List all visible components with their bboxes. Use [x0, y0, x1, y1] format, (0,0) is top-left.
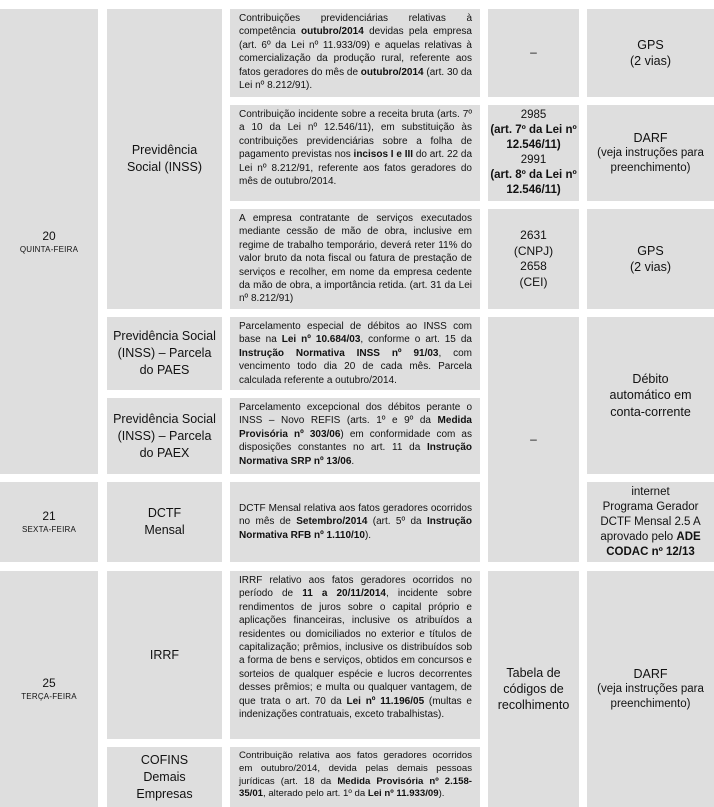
- document-text: automático em: [609, 388, 692, 403]
- document-text: GPS: [637, 244, 664, 258]
- description-text: A empresa contratante de serviços executados mediante cessão de mão de obra, inclusive em regime de trabalho temporário, deverá reter 11% do valor bruto da nota fiscal ou fatura de prestação de serviços e recolher, em nome da empresa cedente da mão de obra, a importância retida. (art. 31 da Lei nº 8.212/91): [239, 213, 472, 305]
- code-text: (CNPJ): [513, 243, 554, 258]
- description-cell-7: [230, 571, 480, 739]
- description-text: IRRF relativo aos fatos geradores ocorridos no período de 11 a 20/11/2014, incidente sobre rendimentos de juros sobre o capital próprio e aplicações financeiras, inclusive os atribuídos a residentes ou domiciliados no exterior e títulos de capitalização; prêmios, inclusive os distribuídos sob a forma de bens e serviços, obtidos em concursos e sorteios de qualquer espécie e lucros decorrentes desses prêmios; e multa ou qualquer vantagem, de que trata o art. 70 da Lei nº 11.196/05 (multas e indenizações contratuais, exceto trabalhistas).: [239, 575, 472, 721]
- code-text: –: [530, 45, 537, 60]
- code-text: Tabela de: [506, 666, 561, 680]
- description-cell-4: [230, 317, 480, 390]
- document-cell-6: [587, 482, 714, 562]
- document-cell-1: [587, 9, 714, 97]
- description-text: Parcelamento excepcional dos débitos perante o INSS – Novo REFIS (arts. 1º e 9º da Medida Provisória nº 303/06) em conformidade com as disposições constantes no art. 11 da Instrução Normativa SRP nº 13/06.: [239, 402, 472, 467]
- document-cell-4-5: [587, 317, 714, 474]
- document-text: Débito: [632, 371, 669, 386]
- tax-cell-dctf: [107, 482, 222, 562]
- code-text: 2658: [520, 259, 547, 273]
- code-cell-7-8: [488, 571, 579, 807]
- tax-cell-paex: [107, 398, 222, 474]
- description-cell-6: [230, 482, 480, 562]
- description-text: Contribuição relativa aos fatos geradores ocorridos em outubro/2014, devida pelas demais pessoas jurídicas (art. 18 da Medida Provisória nº 2.158-35/01, alterado pelo art. 1º da Lei nº 11.933/09).: [239, 750, 472, 800]
- description-text: Contribuições previdenciárias relativas à competência outubro/2014 devidas pela empresa (art. 6º da Lei nº 11.933/09) e aquelas relativas à comercialização da produção rural, referente aos fatos geradores do mês de outubro/2014 (art. 30 da Lei nº 8.212/91).: [239, 13, 472, 92]
- tax-label: Previdência Social (INSS): [126, 143, 203, 174]
- code-text: (CEI): [519, 274, 548, 289]
- code-cell-2: [488, 105, 579, 201]
- code-text: 2631: [520, 228, 547, 242]
- day-cell-25: [0, 571, 98, 807]
- document-text: (veja instruções para preenchimento): [597, 147, 704, 174]
- document-text: Programa Gerador DCTF Mensal 2.5 A aprovado pelo ADE CODAC nº 12/13: [600, 500, 701, 558]
- document-text: DARF: [633, 131, 668, 145]
- tax-label: DCTF Mensal: [144, 506, 185, 537]
- document-text: (veja instruções para: [597, 683, 704, 695]
- day-number: 21: [42, 509, 56, 523]
- tax-cell-inss: [107, 9, 222, 309]
- document-text: (2 vias): [630, 54, 671, 68]
- day-cell-20: [0, 9, 98, 474]
- description-text: Contribuição incidente sobre a receita bruta (arts. 7º a 10 da Lei nº 12.546/11), em substituição às contribuições previdenciárias sobre a folha de pagamento previstas nos incisos I e III do art. 22 da Lei nº 8.212/91, referente aos fatos geradores do mês de outubro/2014.: [239, 109, 473, 188]
- document-cell-7-8: [587, 571, 714, 807]
- tax-label: Previdência Social (INSS) – Parcela do PAEX: [113, 411, 216, 460]
- description-text: Parcelamento especial de débitos ao INSS com base na Lei nº 10.684/03, conforme o art. 15 da Instrução Normativa INSS nº 91/03, com vencimento todo dia 20 de cada mês. Parcela calculada referente a outubro/2014.: [239, 321, 472, 386]
- description-cell-8: [230, 747, 480, 807]
- tax-label: COFINS Demais Empresas: [136, 752, 193, 801]
- description-cell-5: [230, 398, 480, 474]
- document-cell-2: [587, 105, 714, 201]
- tax-cell-paes: [107, 317, 222, 390]
- code-text: códigos de: [503, 682, 564, 696]
- day-number: 20: [42, 228, 56, 243]
- code-text: recolhimento: [497, 698, 570, 712]
- description-cell-2: [230, 105, 480, 201]
- document-text: DARF: [633, 667, 668, 681]
- day-cell-21: [0, 482, 98, 562]
- day-number: 25: [42, 676, 56, 690]
- tax-label: IRRF: [149, 647, 180, 662]
- document-text: GPS: [637, 38, 664, 52]
- tax-cell-cofins: [107, 747, 222, 807]
- code-text: (art. 8º da Lei nº 12.546/11): [490, 169, 577, 196]
- description-cell-3: [230, 209, 480, 309]
- code-text: (art. 7º da Lei nº 12.546/11): [490, 124, 577, 151]
- document-text: (2 vias): [630, 260, 671, 274]
- code-cell-3: [488, 209, 579, 309]
- document-text: preenchimento): [610, 698, 691, 710]
- day-weekday: QUINTA-FEIRA: [19, 244, 79, 254]
- code-text: 2991: [520, 154, 547, 166]
- document-text: internet: [631, 485, 670, 498]
- code-text: 2985: [520, 109, 547, 121]
- code-cell-4-6: [488, 317, 579, 562]
- document-text: conta-corrente: [610, 404, 691, 419]
- document-cell-3: [587, 209, 714, 309]
- day-weekday: TERÇA-FEIRA: [21, 692, 77, 701]
- day-weekday: SEXTA-FEIRA: [21, 525, 77, 534]
- tax-label: Previdência Social (INSS) – Parcela do PAES: [113, 329, 216, 377]
- description-cell-1: [230, 9, 480, 97]
- code-text: –: [530, 431, 537, 446]
- code-cell-1: [488, 9, 579, 97]
- tax-cell-irrf: [107, 571, 222, 739]
- description-text: DCTF Mensal relativa aos fatos geradores ocorridos no mês de Setembro/2014 (art. 5º da Instrução Normativa RFB nº 1.110/10).: [239, 502, 472, 541]
